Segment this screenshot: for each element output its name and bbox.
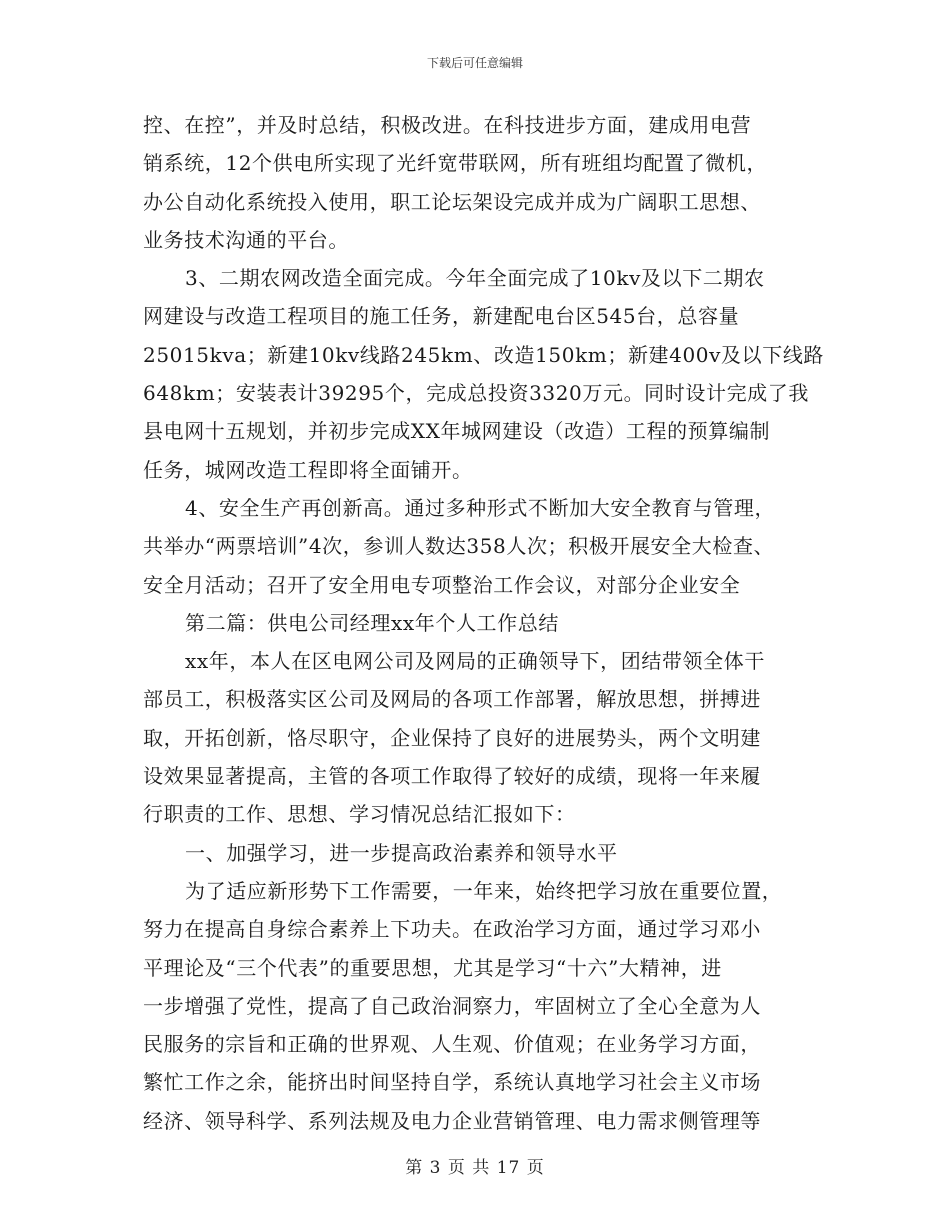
text-line: 繁忙工作之余，能挤出时间坚持自学，系统认真地学习社会主义市场 <box>143 1070 761 1095</box>
paragraph-start-line: 4、安全生产再创新高。通过多种形式不断加大安全教育与管理， <box>185 495 776 520</box>
text-line: 任务，城网改造工程即将全面铺开。 <box>143 457 473 482</box>
text-line: 平理论及“三个代表”的重要思想，尤其是学习“十六”大精神，进 <box>143 955 722 980</box>
text-line: 取，开拓创新，恪尽职守，企业保持了良好的进展势头，两个文明建 <box>143 725 761 750</box>
text-line: 业务技术沟通的平台。 <box>143 227 349 252</box>
text-line: 共举办“两票培训”4次，参训人数达358人次；积极开展安全大检查、 <box>143 534 775 559</box>
document-body <box>143 106 833 1140</box>
text-line: 部员工，积极落实区公司及网局的各项工作部署，解放思想，拼搏进 <box>143 687 761 712</box>
paragraph-start-line: 为了适应新形势下工作需要，一年来，始终把学习放在重要位置， <box>185 878 783 903</box>
text-line: 648km；安装表计39295个，完成总投资3320万元。同时设计完成了我 <box>143 381 809 406</box>
paragraph-start-line: 3、二期农网改造全面完成。今年全面完成了10kv及以下二期农 <box>185 266 765 291</box>
page-footer: 第 3 页 共 17 页 <box>405 1158 545 1178</box>
text-line: 经济、领导科学、系列法规及电力企业营销管理、电力需求侧管理等 <box>143 1108 761 1133</box>
text-line: 县电网十五规划，并初步完成XX年城网建设（改造）工程的预算编制 <box>143 419 771 444</box>
text-line: 销系统，12个供电所实现了光纤宽带联网，所有班组均配置了微机， <box>143 151 768 176</box>
text-line: 行职责的工作、思想、学习情况总结汇报如下： <box>143 802 576 827</box>
text-line: 控、在控”，并及时总结，积极改进。在科技进步方面，建成用电营 <box>143 113 752 137</box>
text-line: 网建设与改造工程项目的施工任务，新建配电台区545台，总容量 <box>143 304 740 329</box>
text-line: 努力在提高自身综合素养上下功夫。在政治学习方面，通过学习邓小 <box>143 917 761 942</box>
subsection-heading: 一、加强学习，进一步提高政治素养和领导水平 <box>185 840 618 865</box>
text-line: 民服务的宗旨和正确的世界观、人生观、价值观；在业务学习方面， <box>143 1032 761 1057</box>
text-line: 办公自动化系统投入使用，职工论坛架设完成并成为广阔职工思想、 <box>143 189 761 214</box>
text-line: 一步增强了党性，提高了自己政治洞察力，牢固树立了全心全意为人 <box>143 993 761 1018</box>
text-line: 安全月活动；召开了安全用电专项整治工作会议，对部分企业安全 <box>143 572 741 597</box>
text-line: 设效果显著提高，主管的各项工作取得了较好的成绩，现将一年来履 <box>143 764 761 789</box>
page-header: 下载后可任意编辑 <box>426 56 523 70</box>
paragraph-start-line: xx年，本人在区电网公司及网局的正确领导下，团结带领全体干 <box>185 649 765 674</box>
section-title: 第二篇：供电公司经理xx年个人工作总结 <box>185 610 559 635</box>
text-line: 25015kva；新建10kv线路245km、改造150km；新建400v及以下线路 <box>143 342 825 367</box>
